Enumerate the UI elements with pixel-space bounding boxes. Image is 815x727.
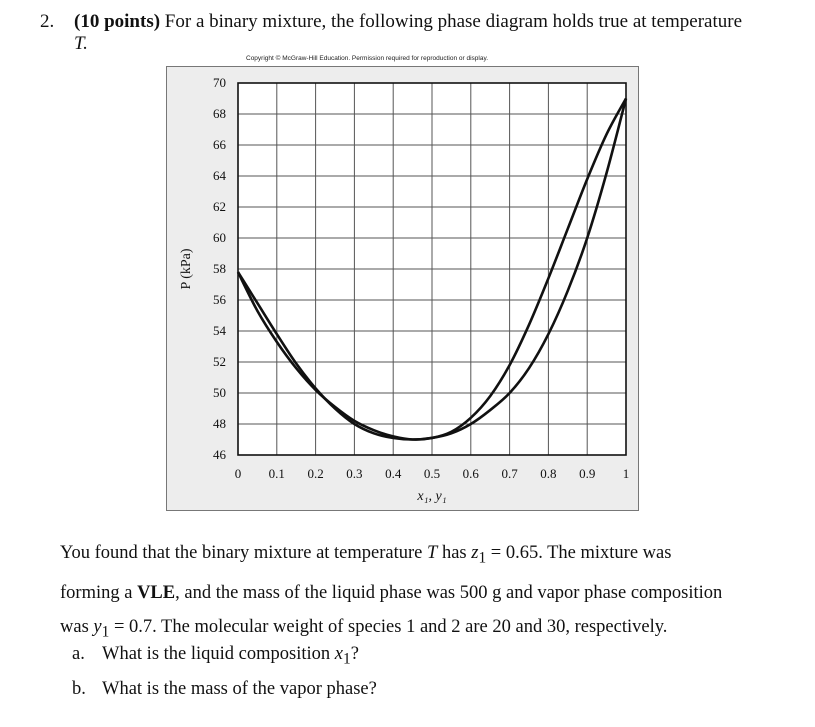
y-tick-label: 68 bbox=[213, 106, 226, 121]
problem-points: (10 points) bbox=[74, 11, 161, 32]
y-tick-label: 46 bbox=[213, 447, 226, 462]
paragraph-text: You found that the binary mixture at temperature bbox=[60, 543, 428, 563]
phase-diagram bbox=[166, 66, 639, 511]
y-tick-label: 56 bbox=[213, 292, 226, 307]
paragraph-text: was bbox=[60, 616, 94, 637]
paragraph-text: forming a bbox=[60, 582, 138, 603]
x-tick-label: 0.3 bbox=[346, 466, 363, 481]
z-subscript: 1 bbox=[478, 549, 487, 567]
y-tick-label: 60 bbox=[213, 230, 226, 245]
y-tick-label: 50 bbox=[213, 385, 226, 400]
y-tick-label: 58 bbox=[213, 261, 226, 276]
x-subscript: 1 bbox=[343, 650, 351, 668]
x-tick-label: 0.9 bbox=[579, 466, 596, 481]
x-tick-label: 0.2 bbox=[307, 466, 324, 481]
temperature-symbol: T. bbox=[74, 33, 88, 54]
x-tick-label: 0.1 bbox=[268, 466, 285, 481]
x-tick-label: 0.8 bbox=[540, 466, 557, 481]
question-b bbox=[72, 677, 377, 701]
y-subscript: 1 bbox=[101, 623, 110, 641]
question-label: b. bbox=[72, 679, 86, 699]
x-tick-label: 0 bbox=[234, 466, 242, 481]
problem-paragraph bbox=[60, 536, 800, 649]
vle-term: VLE bbox=[137, 582, 176, 603]
z-var: z bbox=[471, 543, 479, 563]
x-tick-label: 0.5 bbox=[423, 466, 441, 481]
problem-number: 2. bbox=[40, 11, 55, 32]
question-text: What is the mass of the vapor phase? bbox=[102, 679, 377, 699]
paragraph-text: , and the mass of the liquid phase was 500 g and vapor phase composition bbox=[175, 582, 723, 603]
x-tick-label: 0.6 bbox=[462, 466, 479, 481]
question-a bbox=[72, 642, 359, 672]
x-tick-label: 0.7 bbox=[501, 466, 518, 481]
y-tick-label: 62 bbox=[213, 199, 226, 214]
problem-statement-text: For a binary mixture, the following phase diagram holds true at temperature bbox=[160, 11, 743, 32]
y-tick-label: 70 bbox=[213, 75, 226, 90]
y-axis-label: P (kPa) bbox=[179, 248, 194, 290]
paragraph-text: has bbox=[437, 543, 472, 563]
copyright-notice: Copyright © McGraw-Hill Education. Permission required for reproduction or display. bbox=[246, 55, 489, 62]
question-label: a. bbox=[72, 644, 85, 664]
temperature-var: T bbox=[427, 543, 438, 563]
question-end: ? bbox=[350, 644, 359, 664]
x-tick-label: 0.4 bbox=[385, 466, 402, 481]
y-tick-label: 54 bbox=[213, 323, 226, 338]
x-var: x bbox=[334, 644, 343, 664]
y-tick-label: 48 bbox=[213, 416, 226, 431]
paragraph-text: = 0.7. The molecular weight of species 1 and 2 are 20 and 30, respectively. bbox=[109, 616, 668, 637]
x-axis-label: x₁, y₁ bbox=[417, 489, 447, 504]
y-var: y bbox=[93, 616, 102, 637]
x-tick-label: 1 bbox=[622, 466, 630, 481]
y-tick-label: 66 bbox=[213, 137, 226, 152]
question-text: What is the liquid composition bbox=[102, 644, 335, 664]
y-tick-label: 64 bbox=[213, 168, 226, 183]
paragraph-text: = 0.65. The mixture was bbox=[486, 543, 672, 563]
problem-statement bbox=[74, 11, 794, 55]
y-tick-label: 52 bbox=[213, 354, 226, 369]
